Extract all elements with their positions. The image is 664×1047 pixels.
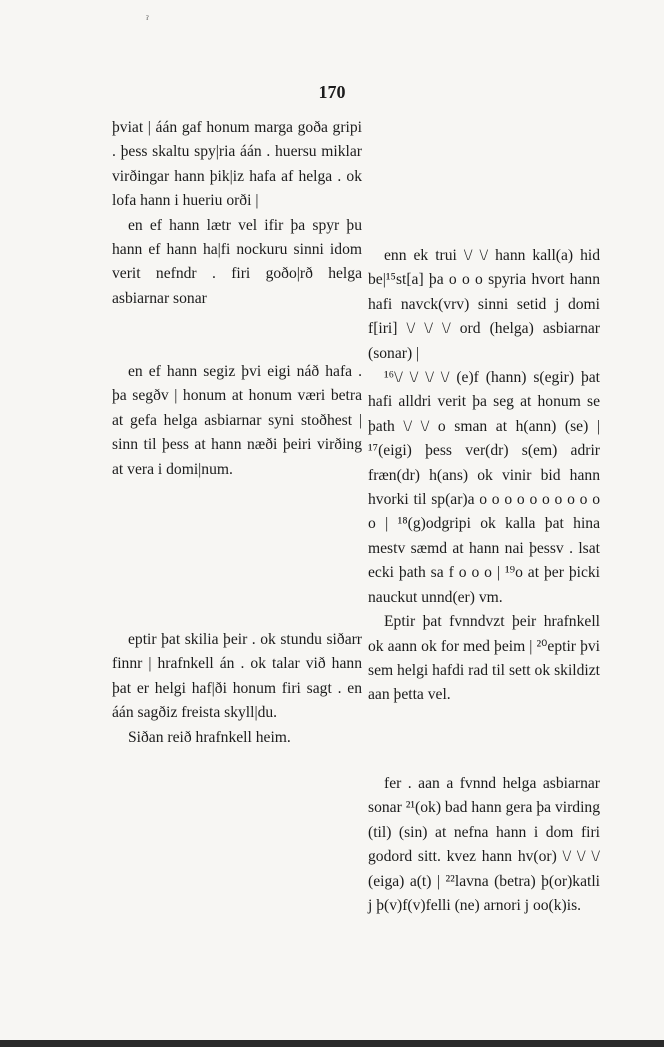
left-paragraph-1: þviat | áán gaf honum marga goða gripi . þess skaltu spy|ria áán . huersu miklar virðingar hann þik|iz hafa af helga . ok lofa hann i hueriu orði | (112, 119, 362, 210)
margin-mark: ˀ (146, 14, 150, 27)
right-paragraph-4: fer . aan a fvnnd helga asbiarnar sonar ²¹(ok) bad hann gera þa virding (til) (sin) at nefna hann i dom firi godord sitt. kvez hann hv(or) \/ \/ \/ (eiga) a(t) | ²²lavna (betra) þ(or)katli j þ(v)f(v)felli (ne) arnori j oo(k)is. (368, 775, 600, 915)
page-number: 170 (318, 82, 346, 102)
left-paragraph-3: en ef hann segiz þvi eigi náð hafa . þa segðv | honum at honum væri betra at gefa helga asbiarnar syni stoðhest | sinn til þess at hann næði þeiri virðing at vera i domi|num. (112, 363, 362, 478)
right-paragraph-3: Eptir þat fvnndvzt þeir hrafnkell ok aann ok for med þeim | ²⁰eptir þvi sem helgi hafdi rad til sett ok skildizt aan þetta vel. (368, 613, 600, 704)
left-column-block-1 (112, 116, 362, 311)
left-paragraph-2: en ef hann lætr vel ifir þa spyr þu hann ef hann ha|fi nockuru sinni idom verit nefndr . firi goðo|rð helga asbiarnar sonar (112, 216, 362, 307)
bottom-border (0, 1040, 664, 1047)
right-column-block-1 (368, 244, 600, 708)
left-paragraph-4: eptir þat skilia þeir . ok stundu siðarr finnr | hrafnkell án . ok talar við hann þat er helgi haf|ði honum firi sagt . en áán sagðiz freista skyll|du. (112, 631, 362, 722)
right-column-block-2 (368, 772, 600, 918)
right-paragraph-2: ¹⁶\/ \/ \/ \/ (e)f (hann) s(egir) þat hafi alldri verit þa seg at honum se þath \/ \/ o sman at h(ann) (se) | ¹⁷(eigi) þess ver(dr) s(em) adrir fræn(dr) h(ans) ok vinir bid hann hvorki til sp(ar)a o o o o o o o o o o o | ¹⁸(g)odgripi ok kalla þat hina mestv sæmd at hann nai þessv . lsat ecki þath sa f o o o | ¹⁹o at þer þicki nauckut unnd(er) vm. (368, 369, 600, 606)
left-column-block-2 (112, 360, 362, 482)
left-column-block-3 (112, 628, 362, 750)
right-paragraph-1: enn ek trui \/ \/ hann kall(a) hid be|¹⁵st[a] þa o o o spyria hvort hann hafi navck(vrv) sinni setid j domi f[iri] \/ \/ \/ ord (helga) asbiarnar (sonar) | (368, 247, 600, 362)
left-paragraph-5: Siðan reið hrafnkell heim. (128, 728, 291, 746)
